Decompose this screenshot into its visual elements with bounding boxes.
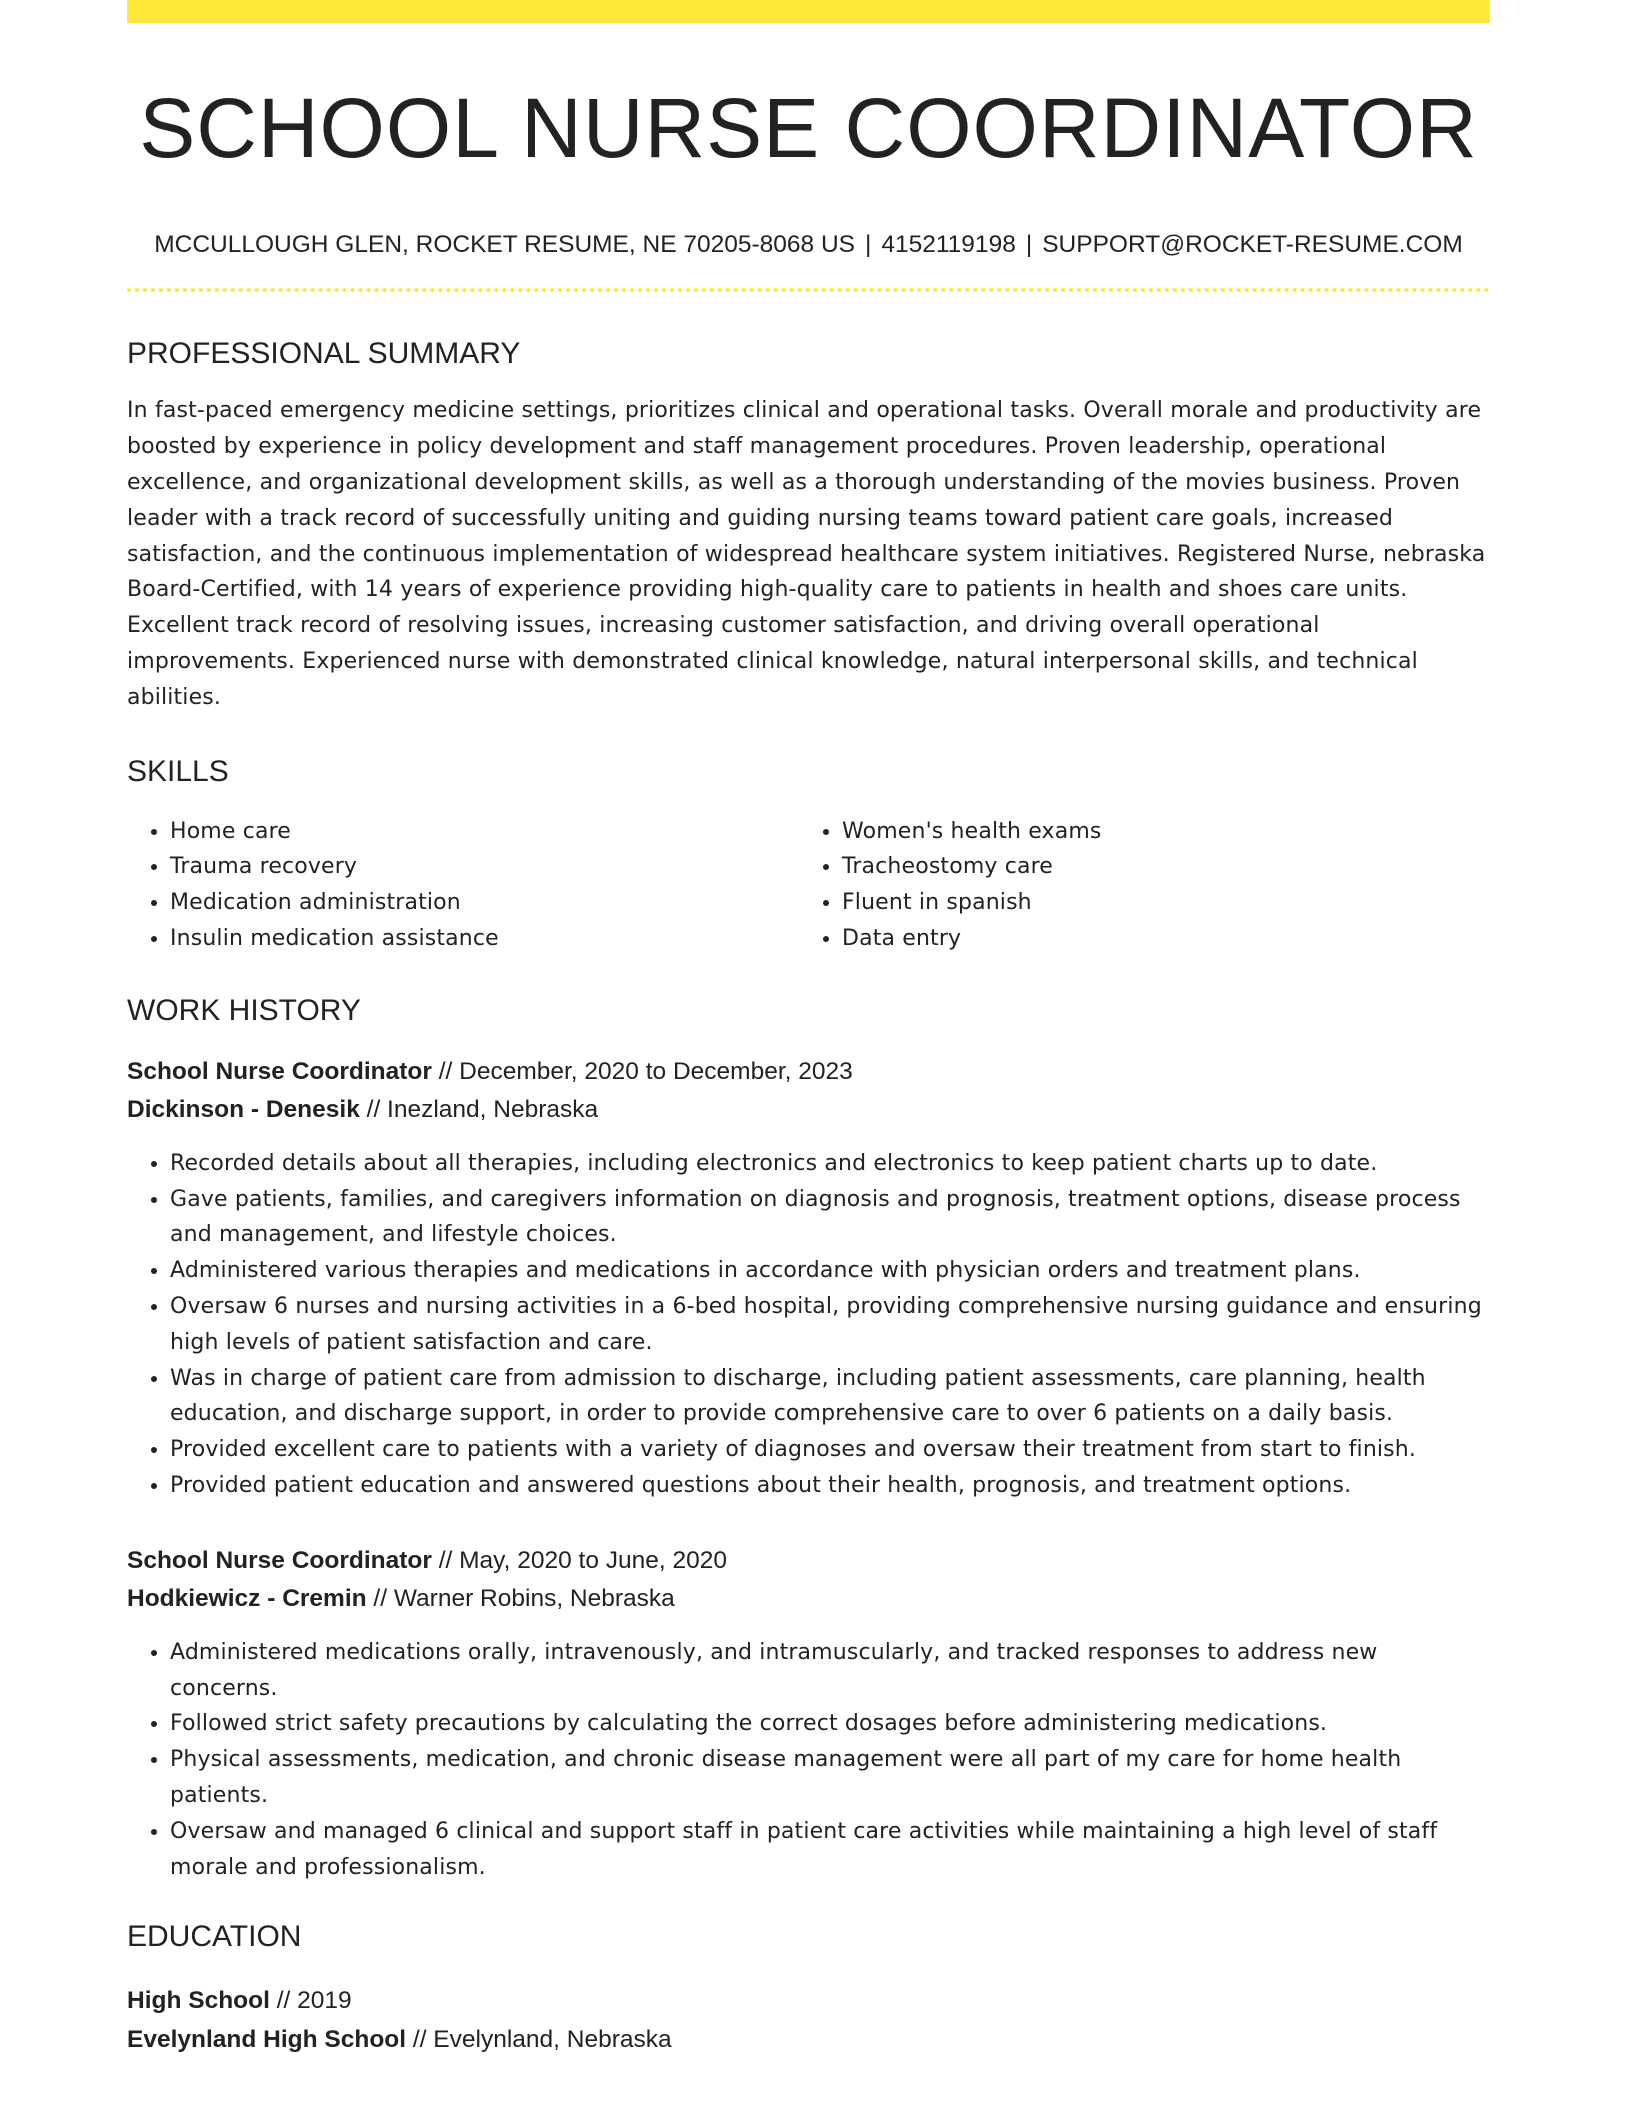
contact-separator: |: [865, 231, 872, 258]
resume-title: SCHOOL NURSE COORDINATOR: [139, 81, 1478, 175]
summary-heading: PROFESSIONAL SUMMARY: [127, 337, 521, 371]
job-company: Hodkiewicz - Cremin: [127, 1584, 367, 1612]
job-location: // Inezland, Nebraska: [359, 1095, 599, 1123]
contact-separator: |: [1025, 231, 1033, 258]
education-degree-line: [127, 1981, 1490, 2020]
summary-text: In fast-paced emergency medicine settings, prioritizes clinical and operational tasks. Overall morale and productivity are boosted by experience in policy development and staff management procedures. Proven leadership, operational excellence, and organizational development skills, as well as a thorough understanding of the movies business. Proven leader with a track record of successfully uniting and guiding nursing teams toward patient care goals, increased satisfaction, and the continuous implementation of widespread healthcare system initiatives. Registered Nurse, nebraska Board-Certified, with 14 years of experience providing high-quality care to patients in health and shoes care units. Excellent track record of resolving issues, increasing customer satisfaction, and driving overall operational improvements. Experienced nurse with demonstrated clinical knowledge, natural interpersonal skills, and technical abilities.: [127, 398, 1486, 710]
job-duty: • Was in charge of patient care from admission to discharge, including patient assessments, care planning, health education, and discharge support, in order to provide comprehensive care to over 6 patients on a daily basis.: [170, 1361, 1490, 1433]
skills-list: [127, 814, 1490, 957]
job-duty: • Oversaw 6 nurses and nursing activities in a 6-bed hospital, providing comprehensive nursing guidance and ensuring high levels of patient satisfaction and care.: [170, 1289, 1490, 1361]
job-title-line: [127, 1053, 1490, 1091]
education-year: // 2019: [269, 1987, 352, 2015]
skill-item: • Tracheostomy care: [842, 849, 1471, 885]
skill-item: • Trauma recovery: [170, 849, 799, 885]
job-duties: [127, 1635, 1490, 1886]
top-accent-bar: [127, 0, 1490, 23]
job-dates: // December, 2020 to December, 2023: [431, 1057, 853, 1085]
skill-item: • Fluent in spanish: [842, 885, 1471, 921]
contact-address: MCCULLOUGH GLEN, ROCKET RESUME, NE 70205-8068 US: [154, 231, 855, 258]
job-title: School Nurse Coordinator: [127, 1057, 432, 1085]
job-entry: [127, 1542, 1490, 1886]
job-entry: [127, 1053, 1490, 1504]
job-duty: • Oversaw and managed 6 clinical and support staff in patient care activities while maintaining a high level of staff morale and professionalism.: [170, 1814, 1490, 1886]
education-degree: High School: [127, 1987, 270, 2015]
job-title: School Nurse Coordinator: [127, 1546, 432, 1574]
job-company: Dickinson - Denesik: [127, 1095, 360, 1123]
job-duty: • Provided patient education and answered questions about their health, prognosis, and treatment options.: [170, 1468, 1490, 1504]
job-duty: • Administered various therapies and medications in accordance with physician orders and treatment plans.: [170, 1253, 1490, 1289]
skills-column-left: [127, 814, 799, 957]
education-school-line: [127, 2020, 1490, 2059]
education-heading: EDUCATION: [127, 1920, 302, 1954]
job-location: // Warner Robins, Nebraska: [366, 1584, 675, 1612]
contact-email: SUPPORT@ROCKET-RESUME.COM: [1042, 231, 1463, 258]
job-duties: [127, 1146, 1490, 1504]
job-duty: • Recorded details about all therapies, including electronics and electronics to keep patient charts up to date.: [170, 1146, 1490, 1182]
skills-column-right: [799, 814, 1471, 957]
work-history-heading: WORK HISTORY: [127, 993, 361, 1027]
job-duty: • Administered medications orally, intravenously, and intramuscularly, and tracked responses to address new concerns.: [170, 1635, 1490, 1707]
skill-item: • Home care: [170, 814, 799, 850]
job-dates: // May, 2020 to June, 2020: [431, 1546, 728, 1574]
job-duty: • Physical assessments, medication, and chronic disease management were all part of my care for home health patients.: [170, 1742, 1490, 1814]
education-school: Evelynland High School: [127, 2026, 407, 2054]
skill-item: • Medication administration: [170, 885, 799, 921]
job-duty: • Followed strict safety precautions by calculating the correct dosages before administering medications.: [170, 1706, 1490, 1742]
skill-item: • Insulin medication assistance: [170, 921, 799, 957]
dotted-divider: [127, 288, 1490, 292]
contact-line: [127, 230, 1490, 259]
education-location: // Evelynland, Nebraska: [406, 2026, 672, 2054]
skill-item: • Women's health exams: [842, 814, 1471, 850]
job-duty: • Provided excellent care to patients with a variety of diagnoses and oversaw their treatment from start to finish.: [170, 1432, 1490, 1468]
resume-page: [127, 0, 1490, 2059]
job-company-line: [127, 1091, 1490, 1129]
job-duty: • Gave patients, families, and caregivers information on diagnosis and prognosis, treatment options, disease process and management, and lifestyle choices.: [170, 1182, 1490, 1254]
job-title-line: [127, 1542, 1490, 1580]
skill-item: • Data entry: [842, 921, 1471, 957]
job-company-line: [127, 1580, 1490, 1618]
skills-heading: SKILLS: [127, 754, 229, 788]
contact-phone: 4152119198: [881, 231, 1016, 258]
education-entry: [127, 1981, 1490, 2059]
